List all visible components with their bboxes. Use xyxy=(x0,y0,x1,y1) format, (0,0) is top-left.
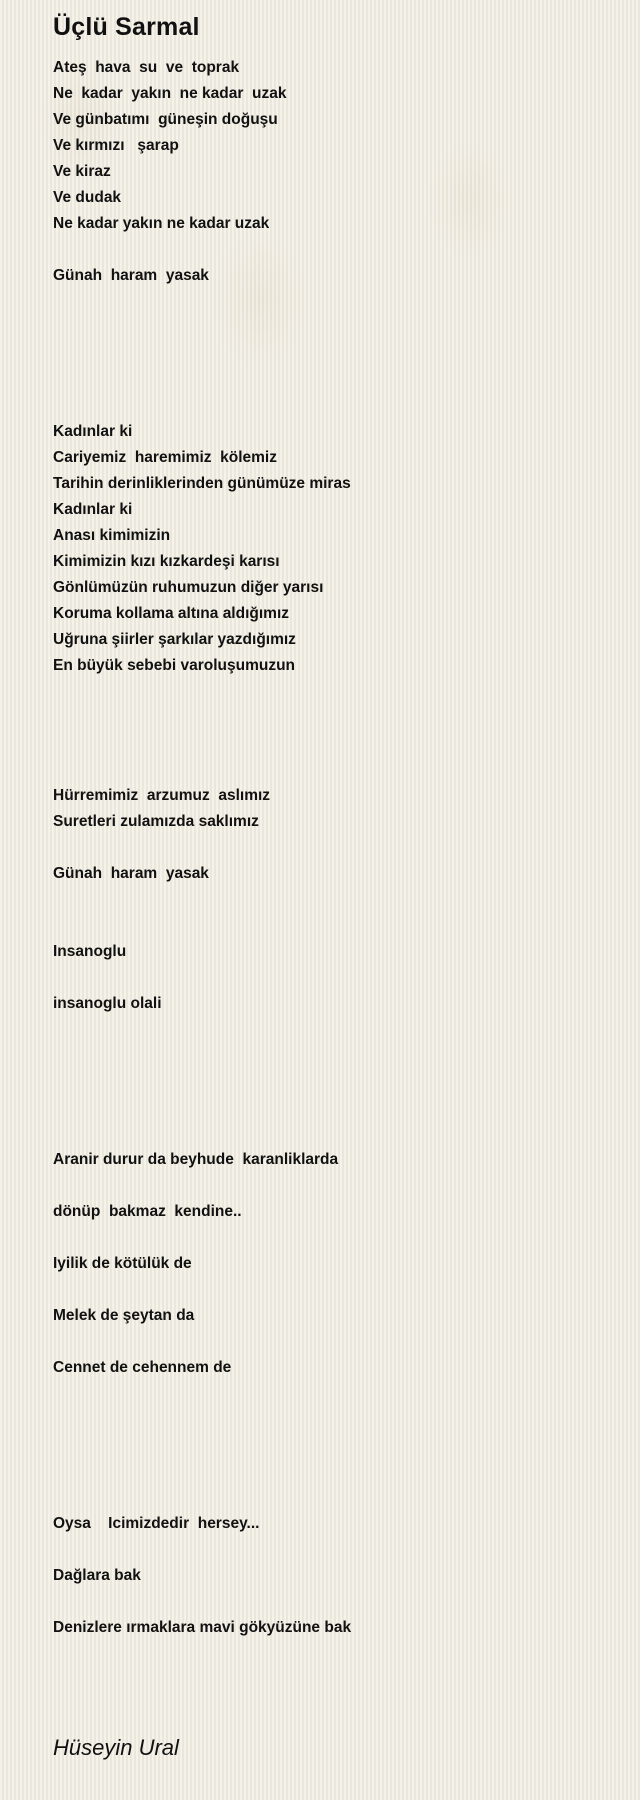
poem-blank-line xyxy=(53,913,613,939)
poem-body xyxy=(53,55,613,1641)
poem-blank-line xyxy=(53,1277,613,1303)
poem-blank-line xyxy=(53,1589,613,1615)
poem-line: Ve dudak xyxy=(53,189,122,206)
poem-blank-line xyxy=(53,289,613,315)
poem-blank-line xyxy=(53,1329,613,1355)
poem-blank-line xyxy=(53,1459,613,1485)
poem-blank-line xyxy=(53,1121,613,1147)
poem-blank-line xyxy=(53,731,613,757)
poem-line: Ne kadar yakın ne kadar uzak xyxy=(53,215,270,232)
poem-blank-line xyxy=(53,1381,613,1407)
poem-blank-line xyxy=(53,315,613,341)
poem-line: En büyük sebebi varoluşumuzun xyxy=(53,657,296,674)
poem-line: Suretleri zulamızda saklımız xyxy=(53,813,259,830)
poem-line: Koruma kollama altına aldığımız xyxy=(53,605,290,622)
poem-blank-line xyxy=(53,1173,613,1199)
poem-blank-line xyxy=(53,1407,613,1433)
poem-title: Üçlü Sarmal xyxy=(53,13,200,41)
poem-blank-line xyxy=(53,237,613,263)
poem-line: dönüp bakmaz kendine.. xyxy=(53,1203,242,1220)
poem-blank-line xyxy=(53,679,613,705)
poem-line: Cariyemiz haremimiz kölemiz xyxy=(53,449,277,466)
poem-line: Kadınlar ki xyxy=(53,423,133,440)
poem-blank-line xyxy=(53,1537,613,1563)
poem-line: Gönlümüzün ruhumuzun diğer yarısı xyxy=(53,579,324,596)
poem-blank-line xyxy=(53,367,613,393)
poem-line: Günah haram yasak xyxy=(53,865,209,882)
poem-blank-line xyxy=(53,1433,613,1459)
poem-blank-line xyxy=(53,1485,613,1511)
poem-line: Denizlere ırmaklara mavi gökyüzüne bak xyxy=(53,1619,352,1636)
poem-blank-line xyxy=(53,1225,613,1251)
poem-line: insanoglu olali xyxy=(53,995,162,1012)
poem-line: Ve kiraz xyxy=(53,163,111,180)
poem-line: Tarihin derinliklerinden günümüze miras xyxy=(53,475,351,492)
poem-line: Hürremimiz arzumuz aslımız xyxy=(53,787,271,804)
poem-line: Uğruna şiirler şarkılar yazdığımız xyxy=(53,631,296,648)
poem-line: Günah haram yasak xyxy=(53,267,209,284)
poem-container xyxy=(53,10,613,1641)
poem-line: Anası kimimizin xyxy=(53,527,171,544)
poem-blank-line xyxy=(53,887,613,913)
poem-blank-line xyxy=(53,835,613,861)
poem-blank-line xyxy=(53,393,613,419)
poem-line: Ateş hava su ve toprak xyxy=(53,59,240,76)
poem-line: Dağlara bak xyxy=(53,1567,141,1584)
poem-line: Iyilik de kötülük de xyxy=(53,1255,192,1272)
poem-blank-line xyxy=(53,705,613,731)
poem-author: Hüseyin Ural xyxy=(53,1735,179,1760)
poem-line: Melek de şeytan da xyxy=(53,1307,195,1324)
poem-line: Insanoglu xyxy=(53,943,127,960)
poem-blank-line xyxy=(53,1069,613,1095)
poem-blank-line xyxy=(53,1043,613,1069)
poem-line: Ne kadar yakın ne kadar uzak xyxy=(53,85,287,102)
poem-line: Oysa Icimizdedir hersey... xyxy=(53,1515,260,1532)
poem-blank-line xyxy=(53,341,613,367)
poem-line: Ve kırmızı şarap xyxy=(53,137,179,154)
poem-line: Ve günbatımı güneşin doğuşu xyxy=(53,111,278,128)
poem-line: Cennet de cehennem de xyxy=(53,1359,232,1376)
poem-blank-line xyxy=(53,757,613,783)
poem-blank-line xyxy=(53,1095,613,1121)
poem-blank-line xyxy=(53,1017,613,1043)
poem-line: Kadınlar ki xyxy=(53,501,133,518)
poem-blank-line xyxy=(53,965,613,991)
poem-line: Kimimizin kızı kızkardeşi karısı xyxy=(53,553,280,570)
poem-line: Aranir durur da beyhude karanliklarda xyxy=(53,1151,339,1168)
